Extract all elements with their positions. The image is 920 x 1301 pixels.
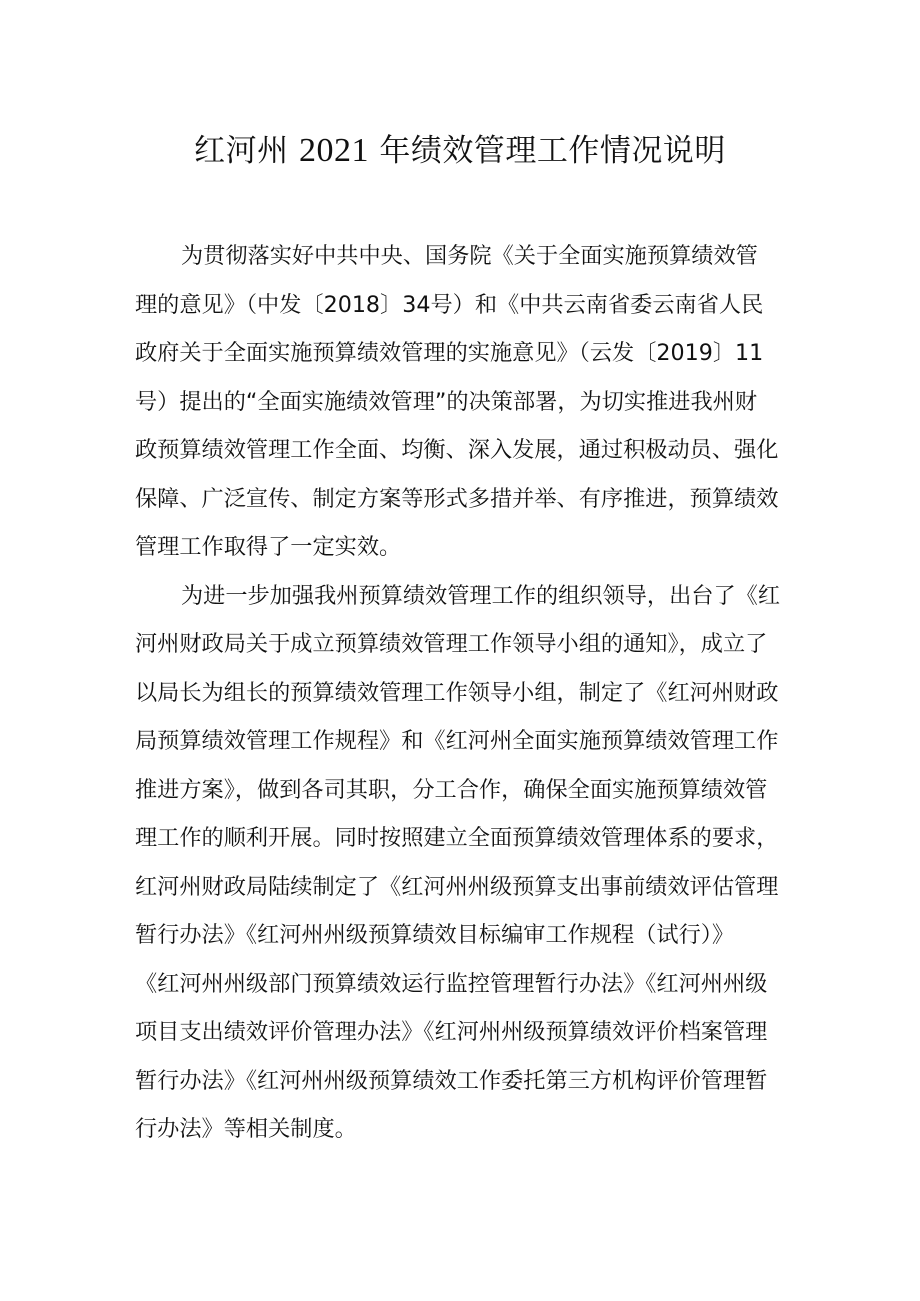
paragraph-line: 保障、广泛宣传、制定方案等形式多措并举、有序推进，预算绩效 xyxy=(135,485,779,512)
paragraph-line: 理工作的顺利开展。同时按照建立全面预算绩效管理体系的要求， xyxy=(135,825,779,851)
paragraph-line: 局预算绩效管理工作规程》和《红河州全面实施预算绩效管理工作 xyxy=(135,728,779,754)
title-part-suffix: 年绩效管理工作情况说明 xyxy=(369,133,726,169)
paragraph-line: 管理工作取得了一定实效。 xyxy=(135,534,402,560)
document-body xyxy=(135,232,795,1154)
paragraph-line: 《红河州州级部门预算绩效运行监控管理暂行办法》《红河州州级 xyxy=(135,970,768,997)
paragraph-2 xyxy=(135,572,795,1154)
paragraph-line: 为贯彻落实好中共中央、国务院《关于全面实施预算绩效管 xyxy=(181,243,758,269)
paragraph-line: 河州财政局关于成立预算绩效管理工作领导小组的通知》，成立了 xyxy=(135,631,768,657)
paragraph-line: 项目支出绩效评价管理办法》《红河州州级预算绩效评价档案管理 xyxy=(135,1019,768,1045)
paragraph-line: 红河州财政局陆续制定了《红河州州级预算支出事前绩效评估管理 xyxy=(135,873,779,900)
document-title xyxy=(0,127,920,175)
paragraph-line: 政府关于全面实施预算绩效管理的实施意见》（云发〔2019〕11 xyxy=(135,340,764,366)
paragraph-line: 号）提出的“全面实施绩效管理”的决策部署，为切实推进我州财 xyxy=(135,388,758,415)
paragraph-1 xyxy=(135,232,795,572)
paragraph-line: 推进方案》，做到各司其职，分工合作，确保全面实施预算绩效管 xyxy=(135,776,768,803)
paragraph-line: 以局长为组长的预算绩效管理工作领导小组，制定了《红河州财政 xyxy=(135,679,779,706)
paragraph-line: 为进一步加强我州预算绩效管理工作的组织领导，出台了《红 xyxy=(181,582,781,609)
paragraph-line: 理的意见》（中发〔2018〕34号）和《中共云南省委云南省人民 xyxy=(135,291,764,318)
paragraph-line: 行办法》等相关制度。 xyxy=(135,1116,357,1142)
paragraph-line: 政预算绩效管理工作全面、均衡、深入发展，通过积极动员、强化 xyxy=(135,437,779,463)
paragraph-line: 暂行办法》《红河州州级预算绩效工作委托第三方机构评价管理暂 xyxy=(135,1067,768,1094)
title-part-year: 2021 xyxy=(299,132,369,169)
title-part-prefix: 红河州 xyxy=(194,133,299,169)
paragraph-line: 暂行办法》《红河州州级预算绩效目标编审工作规程（试行）》 xyxy=(135,922,735,948)
